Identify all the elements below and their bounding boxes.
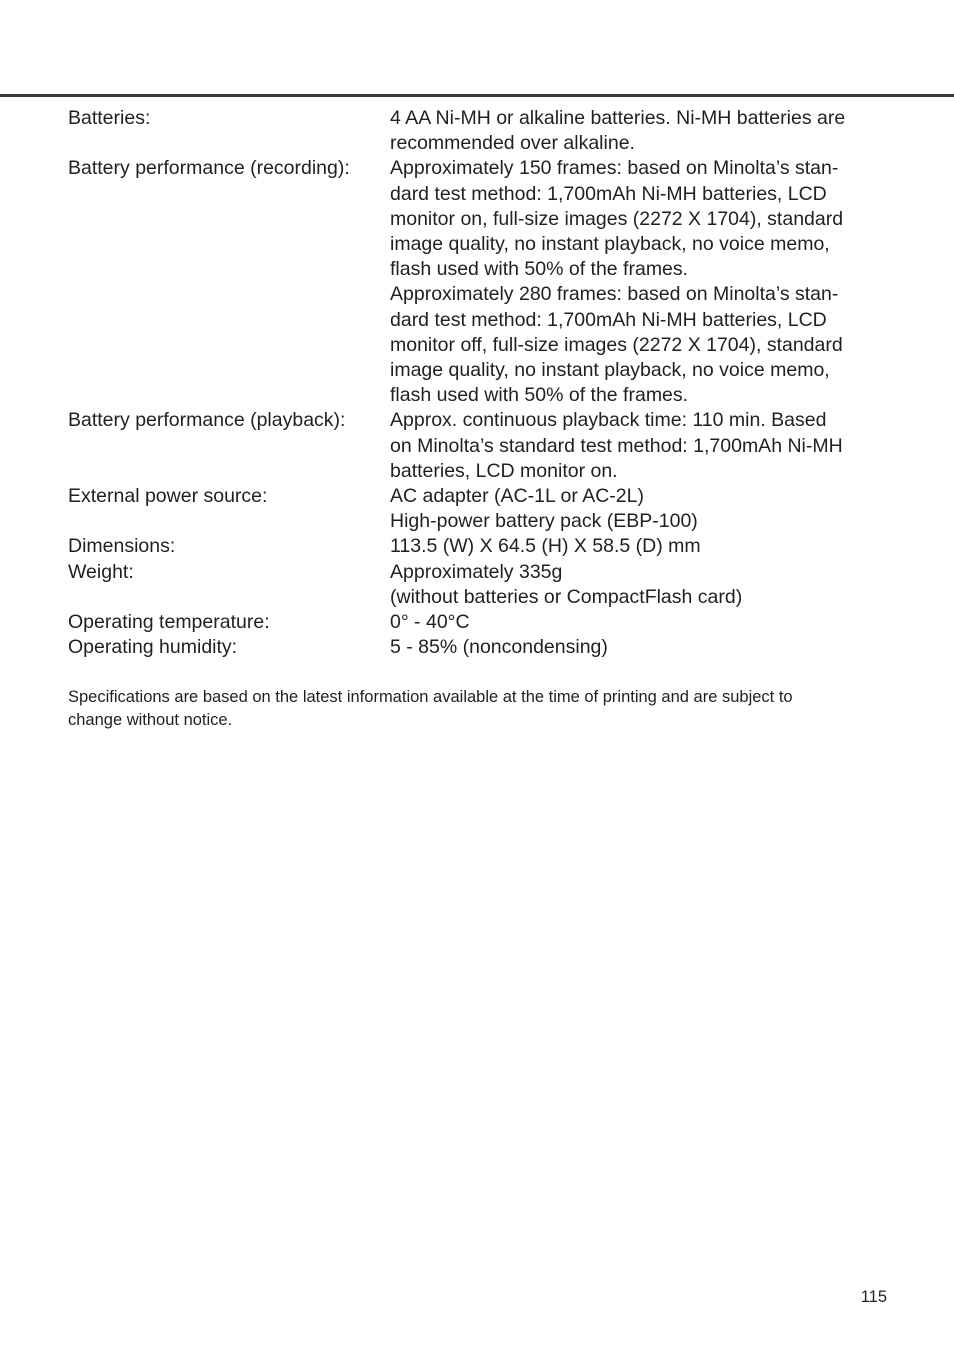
spec-value-line: monitor off, full-size images (2272 X 1704), standard: [390, 333, 843, 356]
spec-value: [390, 635, 898, 660]
spec-value-line: image quality, no instant playback, no voice memo,: [390, 359, 830, 382]
page-number: 115: [860, 1288, 887, 1306]
spec-value-line: recommended over alkaline.: [390, 132, 635, 155]
spec-value-line: 5 - 85% (noncondensing): [390, 636, 608, 659]
spec-label: Weight:: [68, 560, 134, 583]
disclaimer-line: change without notice.: [68, 710, 233, 729]
spec-value-line: High-power battery pack (EBP-100): [390, 510, 698, 533]
header-rule: [0, 94, 954, 97]
spec-label: External power source:: [68, 485, 268, 508]
spec-row-external-power: [68, 484, 898, 534]
spec-row-operating-temperature: [68, 610, 898, 635]
spec-label: Dimensions:: [68, 535, 176, 558]
spec-value-line: 0° - 40°C: [390, 611, 470, 634]
spec-value: [390, 484, 898, 534]
specifications-table: [68, 106, 898, 660]
spec-label: Battery performance (recording):: [68, 157, 350, 180]
spec-value-line: dard test method: 1,700mAh Ni-MH batteries, LCD: [390, 182, 827, 205]
spec-row-battery-playback: [68, 408, 898, 484]
spec-value-line: dard test method: 1,700mAh Ni-MH batteries, LCD: [390, 308, 827, 331]
spec-value-line: image quality, no instant playback, no voice memo,: [390, 233, 830, 256]
spec-value: [390, 534, 898, 559]
spec-value-line: flash used with 50% of the frames.: [390, 384, 689, 407]
spec-value-line: 113.5 (W) X 64.5 (H) X 58.5 (D) mm: [390, 535, 701, 558]
disclaimer-line: Specifications are based on the latest information available at the time of printing and are subject to: [68, 688, 793, 706]
spec-row-battery-recording: [68, 156, 898, 408]
spec-value-line: AC adapter (AC-1L or AC-2L): [390, 485, 644, 508]
spec-label: Operating humidity:: [68, 636, 238, 659]
spec-value-line: Approximately 280 frames: based on Minolta’s stan-: [390, 283, 839, 306]
spec-value-line: (without batteries or CompactFlash card): [390, 585, 743, 608]
spec-value-line: flash used with 50% of the frames.: [390, 258, 689, 281]
spec-value: [390, 610, 898, 635]
spec-value-line: Approx. continuous playback time: 110 min. Based: [390, 409, 827, 432]
spec-value-line: Approximately 150 frames: based on Minolta’s stan-: [390, 157, 839, 180]
spec-row-dimensions: [68, 534, 898, 559]
spec-value-line: on Minolta’s standard test method: 1,700mAh Ni-MH: [390, 434, 843, 457]
spec-label: Battery performance (playback):: [68, 409, 346, 432]
specifications-disclaimer: [68, 686, 898, 731]
spec-row-weight: [68, 560, 898, 610]
spec-value: [390, 408, 898, 484]
spec-row-batteries: [68, 106, 898, 156]
spec-value: [390, 106, 898, 156]
spec-label: Operating temperature:: [68, 611, 270, 634]
spec-value-line: monitor on, full-size images (2272 X 1704), standard: [390, 207, 844, 230]
spec-value: [390, 156, 898, 408]
spec-label: Batteries:: [68, 107, 151, 129]
spec-value: [390, 560, 898, 610]
spec-value-line: batteries, LCD monitor on.: [390, 459, 618, 482]
spec-value-line: Approximately 335g: [390, 560, 563, 583]
spec-row-operating-humidity: [68, 635, 898, 660]
spec-value-line: 4 AA Ni-MH or alkaline batteries. Ni-MH batteries are: [390, 107, 846, 129]
